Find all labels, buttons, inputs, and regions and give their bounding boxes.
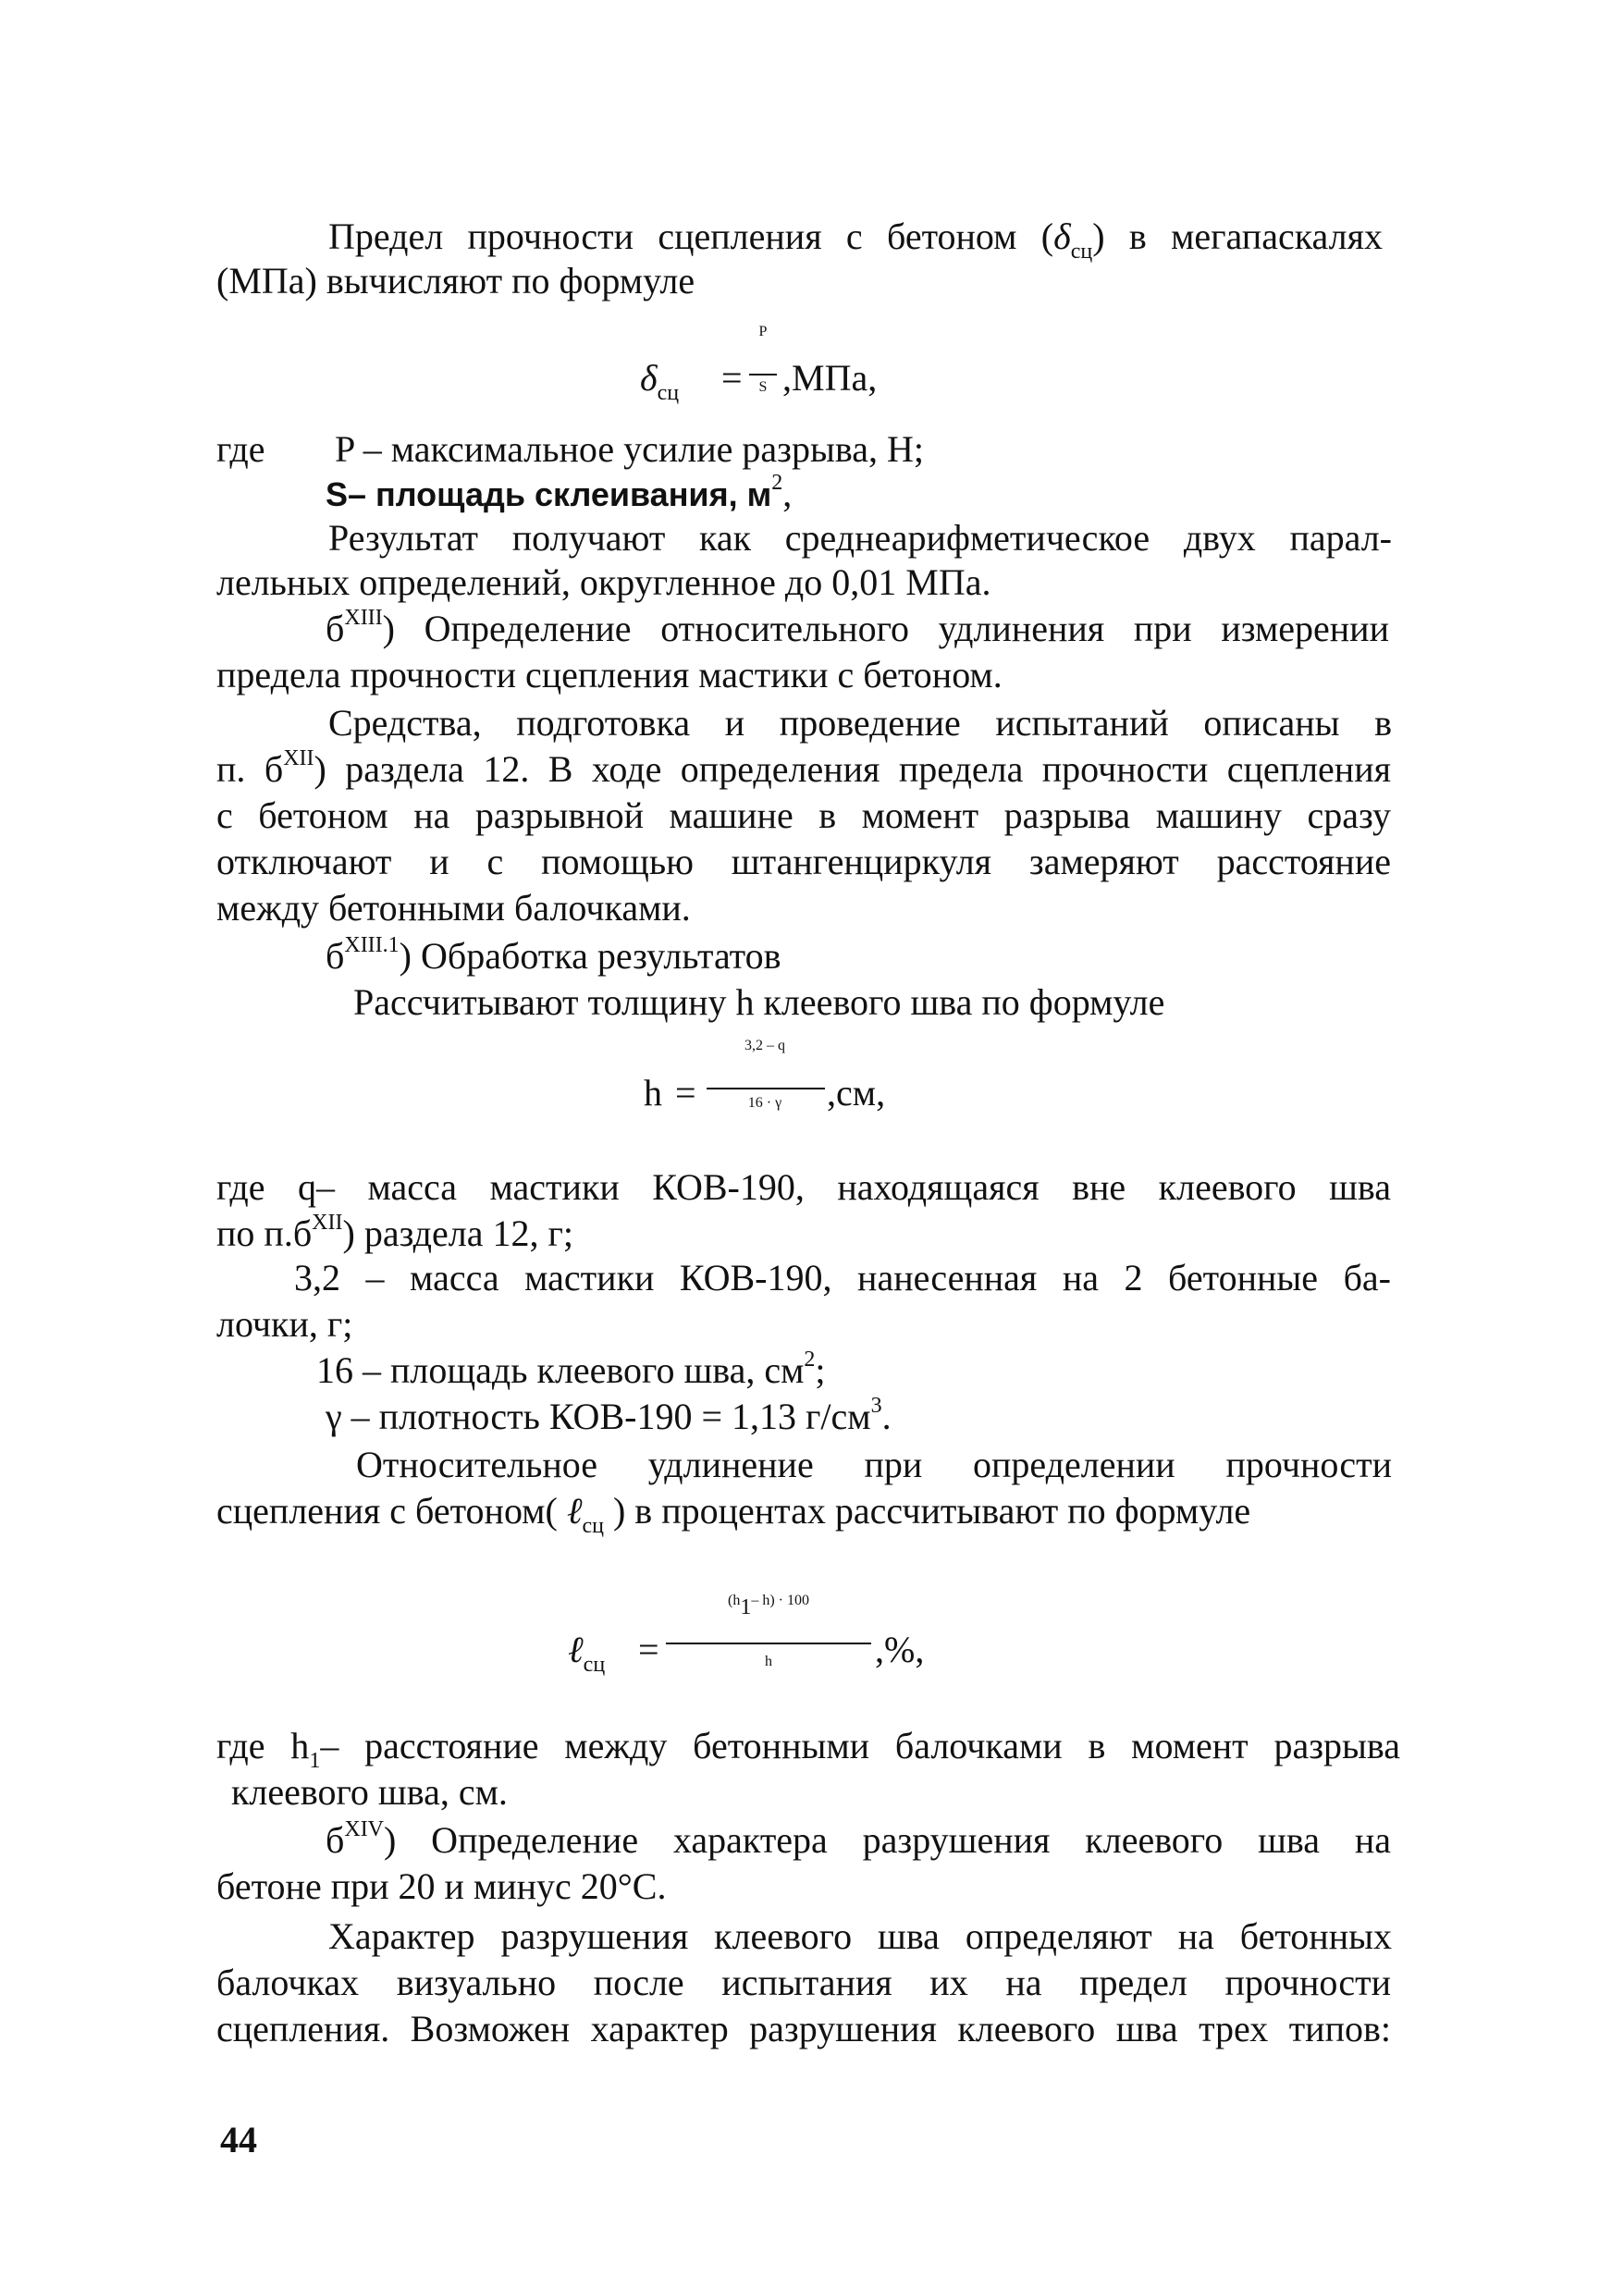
where2-line6: γ – плотность КОВ-190 = 1,13 $г/см^3$. [326, 1394, 892, 1437]
para3-line3: с бетоном на разрывной машине в момент разрыва машину сразу [216, 794, 1391, 836]
para3-line5: между бетонными балочками. [216, 887, 691, 929]
where3-line2: клеевого шва, см. [231, 1771, 508, 1813]
para4: Рассчитывают толщину h клеевого шва по формуле [353, 981, 1165, 1023]
sec13-1-heading: $б^{XIII.1}$) Обработка результатов [326, 933, 781, 977]
where2-line2: по $п.б^{XII}$) раздела 12, г; [216, 1211, 573, 1254]
para2-line2: лельных определений, округленное до 0,01 МПа. [216, 561, 991, 603]
para5-line1: Относительное удлинение при определении прочности [356, 1444, 1392, 1485]
para1-line1: Предел прочности сцепления с бетоном $(\delta_{сц})$ в мегапаскалях [328, 215, 1383, 264]
sec13-line1: $б^{XIII}$) Определение относительного удлинения при измерении [326, 606, 1389, 649]
para3-line1: Средства, подготовка и проведение испытаний описаны в [328, 702, 1392, 744]
sec14-line1: $б^{XIV}$) Определение характера разрушения клеевого шва на [326, 1817, 1391, 1861]
para1-line2: (МПа) вычисляют по формуле [216, 260, 695, 302]
page-number: 44 [220, 2119, 257, 2160]
para3-line2: п. $б^{XII}$) раздела 12. В ходе определения предела прочности сцепления [216, 746, 1391, 790]
where2-line5: 16 – площадь клеевого шва, $см^2$; [316, 1348, 826, 1391]
para2-line1: Результат получают как среднеарифметическое двух парал- [328, 517, 1392, 559]
para5-line2: сцепления с бетоном( ℓ$_{сц}$ ) в процентах рассчитывают по формуле [216, 1490, 1251, 1538]
para6-line3: сцепления. Возможен характер разрушения клеевого шва трех типов: [216, 2008, 1391, 2049]
para6-line2: балочках визуально после испытания их на предел прочности [216, 1962, 1391, 2003]
where2-line3: 3,2 – масса мастики КОВ-190, нанесенная на 2 бетонные ба- [294, 1257, 1391, 1298]
where2-line1: где q– масса мастики КОВ-190, находящаяся вне клеевого шва [216, 1166, 1391, 1208]
where1-gde: где [216, 428, 265, 470]
where1-s: S– площадь склеивания, $м^2$, [326, 471, 793, 514]
para3-line4: отключают и с помощью штангенциркуля замеряют расстояние [216, 841, 1391, 882]
where2-line4: лочки, г; [216, 1303, 353, 1345]
para6-line1: Характер разрушения клеевого шва определяют на бетонных [328, 1915, 1392, 1957]
sec14-line2: бетоне при 20 и минус 20°С. [216, 1865, 667, 1907]
sec13-line2: предела прочности сцепления мастики с бетоном. [216, 654, 1003, 695]
where3-line1: где $h_1-$ расстояние между бетонными балочками в момент разрыва [216, 1725, 1400, 1773]
where1-p: P – максимальное усилие разрыва, Н; [335, 428, 924, 470]
